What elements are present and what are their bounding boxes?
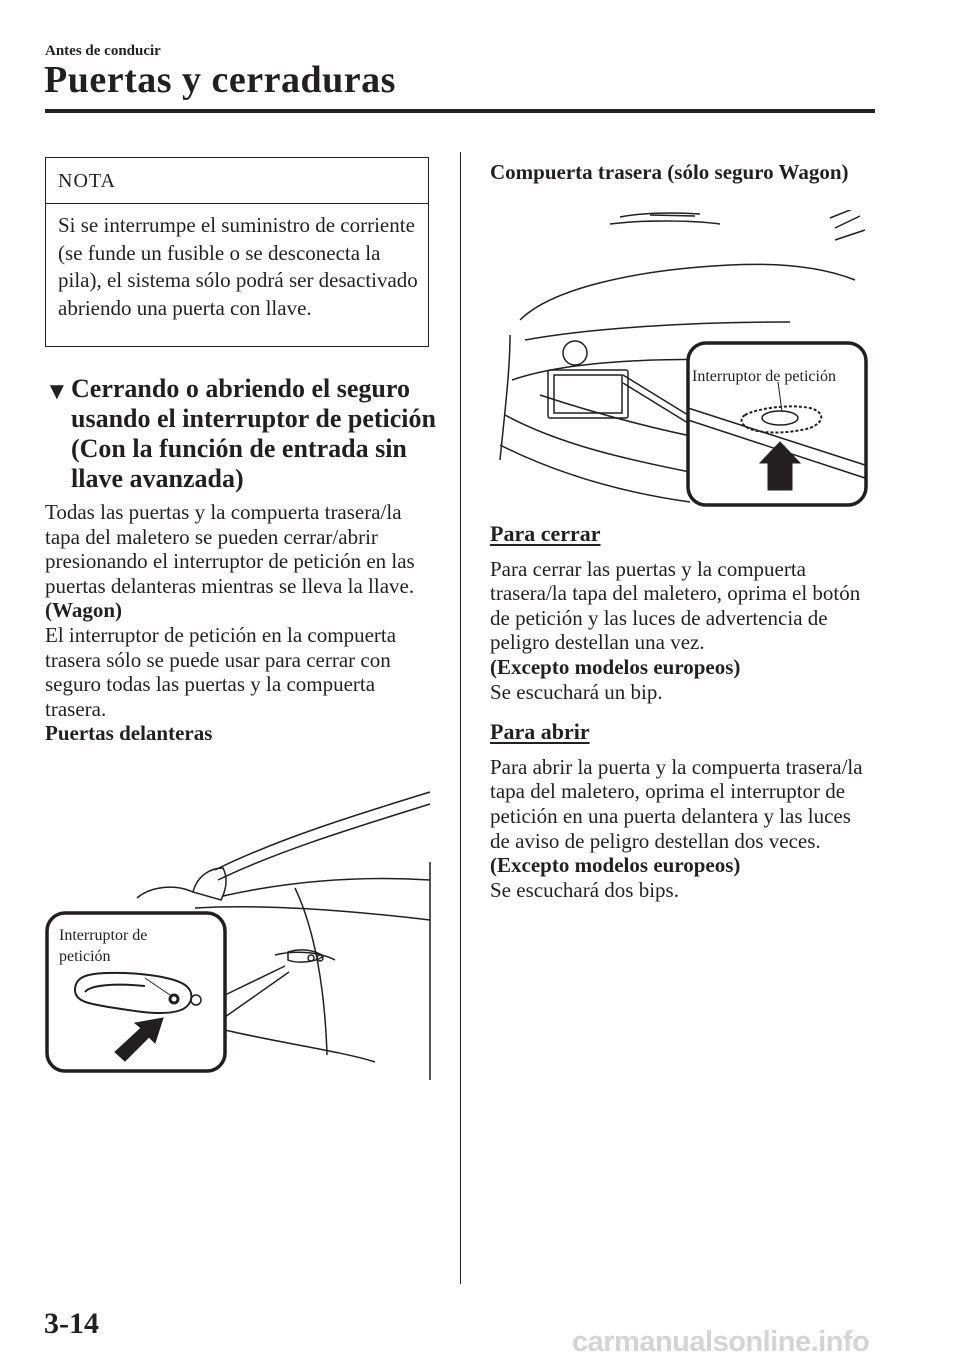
- unlock-beep: Se escuchará dos bips.: [490, 877, 679, 902]
- callout-lines: [623, 375, 688, 423]
- header-rule: [45, 109, 875, 113]
- lock-heading: Para cerrar: [490, 521, 601, 546]
- wagon-paragraph: El interruptor de petición en la compuerta trasera sólo se puede usar para cerrar con seguro todas las puertas y la compuerta trasera.: [45, 622, 397, 721]
- front-door-illustration: [45, 780, 440, 1080]
- unlock-heading: Para abrir: [490, 719, 590, 745]
- tailgate-heading: Compuerta trasera (sólo seguro Wagon): [490, 160, 849, 184]
- callout-lines: [225, 966, 289, 1017]
- note-text: Si se interrumpe el suministro de corriente (se funde un fusible o se desconecta la pila), el sistema sólo podrá ser desactivado abriendo una puerta con llave.: [58, 213, 418, 320]
- figure-caption-line1: Interruptor de: [59, 927, 148, 944]
- wagon-label: (Wagon): [45, 598, 123, 623]
- column-divider: [460, 152, 461, 1284]
- lock-beep: Se escuchará un bip.: [490, 679, 663, 704]
- figure-caption: Interruptor de petición: [692, 368, 836, 385]
- right-column-text: [490, 522, 875, 902]
- lock-exception: (Excepto modelos europeos): [490, 654, 741, 679]
- tailgate-illustration: [490, 210, 875, 510]
- note-box: [45, 157, 429, 347]
- front-doors-heading: Puertas delanteras: [45, 721, 213, 746]
- page-number: 3-14: [44, 1307, 99, 1340]
- triangle-marker-icon: ▼: [45, 379, 69, 405]
- watermark: carmanualsonline.info: [572, 1326, 870, 1358]
- note-label: NOTA: [46, 158, 428, 204]
- subsection-title: Cerrando o abriendo el seguro usando el interruptor de petición (Con la función de entrada sin llave avanzada): [71, 374, 436, 493]
- left-column-text: [45, 500, 440, 746]
- figure-caption-line2: petición: [59, 948, 111, 965]
- lock-paragraph: Para cerrar las puertas y la compuerta trasera/la tapa del maletero, oprima el botón de petición y las luces de advertencia de peligro destellan una vez.: [490, 556, 861, 655]
- subsection-heading: [45, 374, 445, 494]
- page-title: Puertas y cerraduras: [44, 59, 396, 101]
- unlock-paragraph: Para abrir la puerta y la compuerta trasera/la tapa del maletero, oprima el interruptor de petición en una puerta delantera y las luces de aviso de peligro destellan dos veces.: [490, 754, 863, 853]
- unlock-exception: (Excepto modelos europeos): [490, 853, 741, 878]
- section-label: Antes de conducir: [45, 43, 161, 59]
- intro-paragraph: Todas las puertas y la compuerta trasera/la tapa del maletero se pueden cerrar/abrir presionando el interruptor de petición en las puertas delanteras mientras se lleva la llave.: [45, 500, 415, 598]
